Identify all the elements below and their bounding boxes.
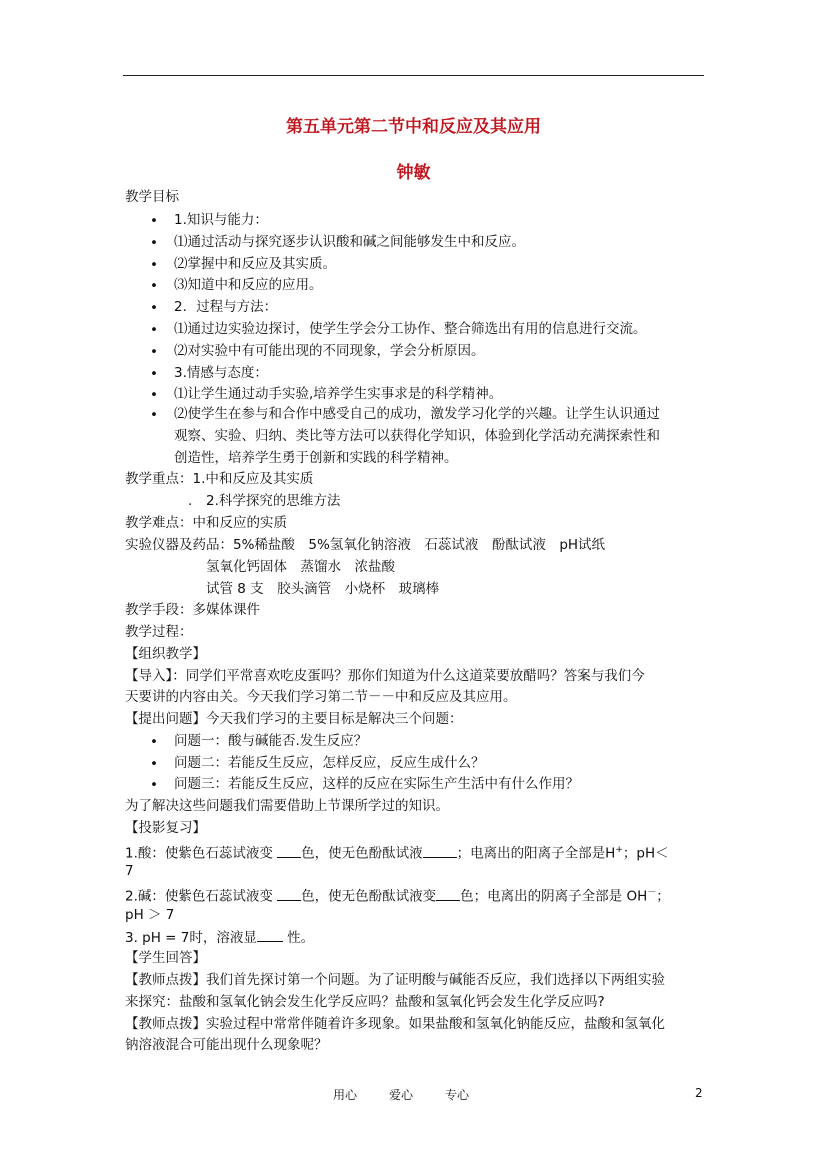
page-number: 2 (695, 1086, 703, 1100)
materials-line-1: 实验仪器及药品：5%稀盐酸 5%氢氧化钠溶液 石蕊试液 酚酞试液 pH试纸 (125, 537, 606, 553)
question-3: 问题三：若能反生反应，这样的反应在实际生产生活中有什么作用？ (174, 776, 579, 792)
bullet-item: ⑴通过边实验边探讨，使学生学会分工协作、整合筛选出有用的信息进行交流。 (174, 321, 647, 337)
acid-text-d: ；pH＜ (622, 845, 669, 862)
student-answer-heading: 【学生回答】 (125, 950, 206, 966)
organize-heading: 【组织教学】 (125, 646, 206, 662)
bullet-marker: • (150, 213, 158, 229)
process-line: 教学过程： (125, 624, 193, 640)
bullet-marker: • (150, 278, 158, 295)
intro-line-1: 【导入】：同学们平常喜欢吃皮蛋吗？那你们知道为什么这道菜要放醋吗？答案与我们今 (125, 668, 645, 684)
materials-line-3: 试管 8 支 胶头滴管 小烧杯 玻璃棒 (206, 581, 440, 597)
bullet-item-continued: 观察、实验、归纳、类比等方法可以获得化学知识，体验到化学活动充满探索性和 (174, 428, 660, 444)
bullet-item: 2．过程与方法： (174, 299, 278, 316)
bullet-item: ⑵使学生在参与和合作中感受自己的成功，激发学习化学的兴趣。让学生认识通过 (174, 406, 660, 422)
key-point-2: 2.科学探究的思维方法 (206, 493, 341, 509)
bullet-marker: • (150, 343, 158, 360)
bullet-item: ⑴让学生通过动手实验,培养学生实事求是的科学精神。 (174, 386, 503, 403)
blank-acid-phenolphthalein (423, 843, 457, 858)
bullet-item: ⑴通过活动与探究逐步认识酸和碱之间能够发生中和反应。 (174, 233, 525, 250)
bullet-marker: • (150, 407, 158, 423)
bullet-marker: • (150, 734, 158, 750)
acid-line (125, 840, 669, 864)
ph-line (125, 927, 314, 948)
objectives-heading: 教学目标 (125, 189, 179, 205)
base-line-cont: pH ＞ 7 (125, 907, 175, 923)
bullet-marker: • (150, 300, 158, 317)
ph-text-a: 3. pH = 7时，溶液显 (125, 930, 257, 946)
footer-right: 专心 (445, 1088, 470, 1102)
bullet-item: 1.知识与能力： (174, 212, 268, 228)
bullet-marker: • (150, 256, 158, 273)
bullet-item: 3.情感与态度： (174, 364, 268, 381)
question-1: 问题一：酸与碱能否.发生反应？ (174, 733, 368, 749)
footer-middle: 爱心 (389, 1088, 414, 1102)
bullet-item: ⑶知道中和反应的应用。 (174, 277, 323, 294)
key-point-1: 教学重点：1.中和反应及其实质 (125, 471, 314, 487)
base-text-c: 色；电离出的阴离子全部是 OH (460, 888, 648, 905)
base-text-a: 2.碱：使紫色石蕊试液变 (125, 888, 278, 905)
teacher-tip-2-line-1: 【教师点拨】实验过程中常常伴随着许多现象。如果盐酸和氢氧化钠能反应，盐酸和氢氧化 (125, 1016, 665, 1032)
footer-left: 用心 (333, 1088, 358, 1102)
bullet-marker: • (150, 777, 158, 793)
bullet-marker: • (150, 234, 158, 251)
review-heading: 【投影复习】 (125, 820, 206, 836)
bullet-marker: • (150, 365, 158, 382)
materials-line-2: 氢氧化钙固体 蒸馏水 浓盐酸 (206, 559, 395, 575)
author-name: 钟敏 (396, 163, 431, 183)
base-text-b: 色，使无色酚酞试液变 (301, 888, 437, 905)
difficulty-line: 教学难点：中和反应的实质 (125, 515, 287, 531)
teacher-tip-1-line-2: 来探究：盐酸和氢氧化钠会发生化学反应吗？盐酸和氢氧化钙会发生化学反应吗? (125, 994, 605, 1010)
base-line (125, 883, 670, 907)
bullet-item: ⑵掌握中和反应及其实质。 (174, 255, 336, 272)
question-2: 问题二：若能反生反应，怎样反应，反应生成什么？ (174, 755, 485, 771)
acid-text-b: 色，使无色酚酞试液 (301, 845, 423, 862)
intro-line-2: 天要讲的内容由关。今天我们学习第二节－－中和反应及其应用。 (125, 689, 517, 705)
key-point-2-dot: . (188, 493, 193, 509)
blank-base-litmus (277, 886, 301, 901)
questions-intro: 【提出问题】今天我们学习的主要目标是解决三个问题： (125, 711, 463, 727)
acid-superscript: + (615, 845, 623, 855)
base-superscript: － (647, 888, 657, 898)
teacher-tip-2-line-2: 钠溶液混合可能出现什么现象呢？ (125, 1037, 328, 1053)
acid-text-a: 1.酸：使紫色石蕊试液变 (125, 845, 278, 862)
bullet-marker: • (150, 756, 158, 772)
bullet-marker: • (150, 387, 158, 404)
teacher-tip-1-line-1: 【教师点拨】我们首先探讨第一个问题。为了证明酸与碱能否反应，我们选择以下两组实验 (125, 972, 665, 988)
need-knowledge-line: 为了解决这些问题我们需要借助上节课所学过的知识。 (125, 798, 449, 814)
means-line: 教学手段：多媒体课件 (125, 602, 260, 618)
bullet-item-continued: 创造性，培养学生勇于创新和实践的科学精神。 (174, 450, 458, 466)
blank-ph-neutral (257, 927, 283, 942)
bullet-marker: • (150, 322, 158, 338)
acid-text-c: ；电离出的阳离子全部是H (456, 845, 616, 862)
bullet-item: ⑵对实验中有可能出现的不同现象，学会分析原因。 (174, 342, 485, 359)
blank-acid-litmus (277, 843, 301, 858)
document-title: 第五单元第二节中和反应及其应用 (286, 117, 541, 137)
base-text-d: ； (656, 888, 670, 905)
ph-text-b: 性。 (282, 930, 315, 946)
blank-base-phenolphthalein (436, 886, 460, 901)
header-rule (123, 75, 704, 76)
acid-line-cont: 7 (125, 863, 134, 879)
